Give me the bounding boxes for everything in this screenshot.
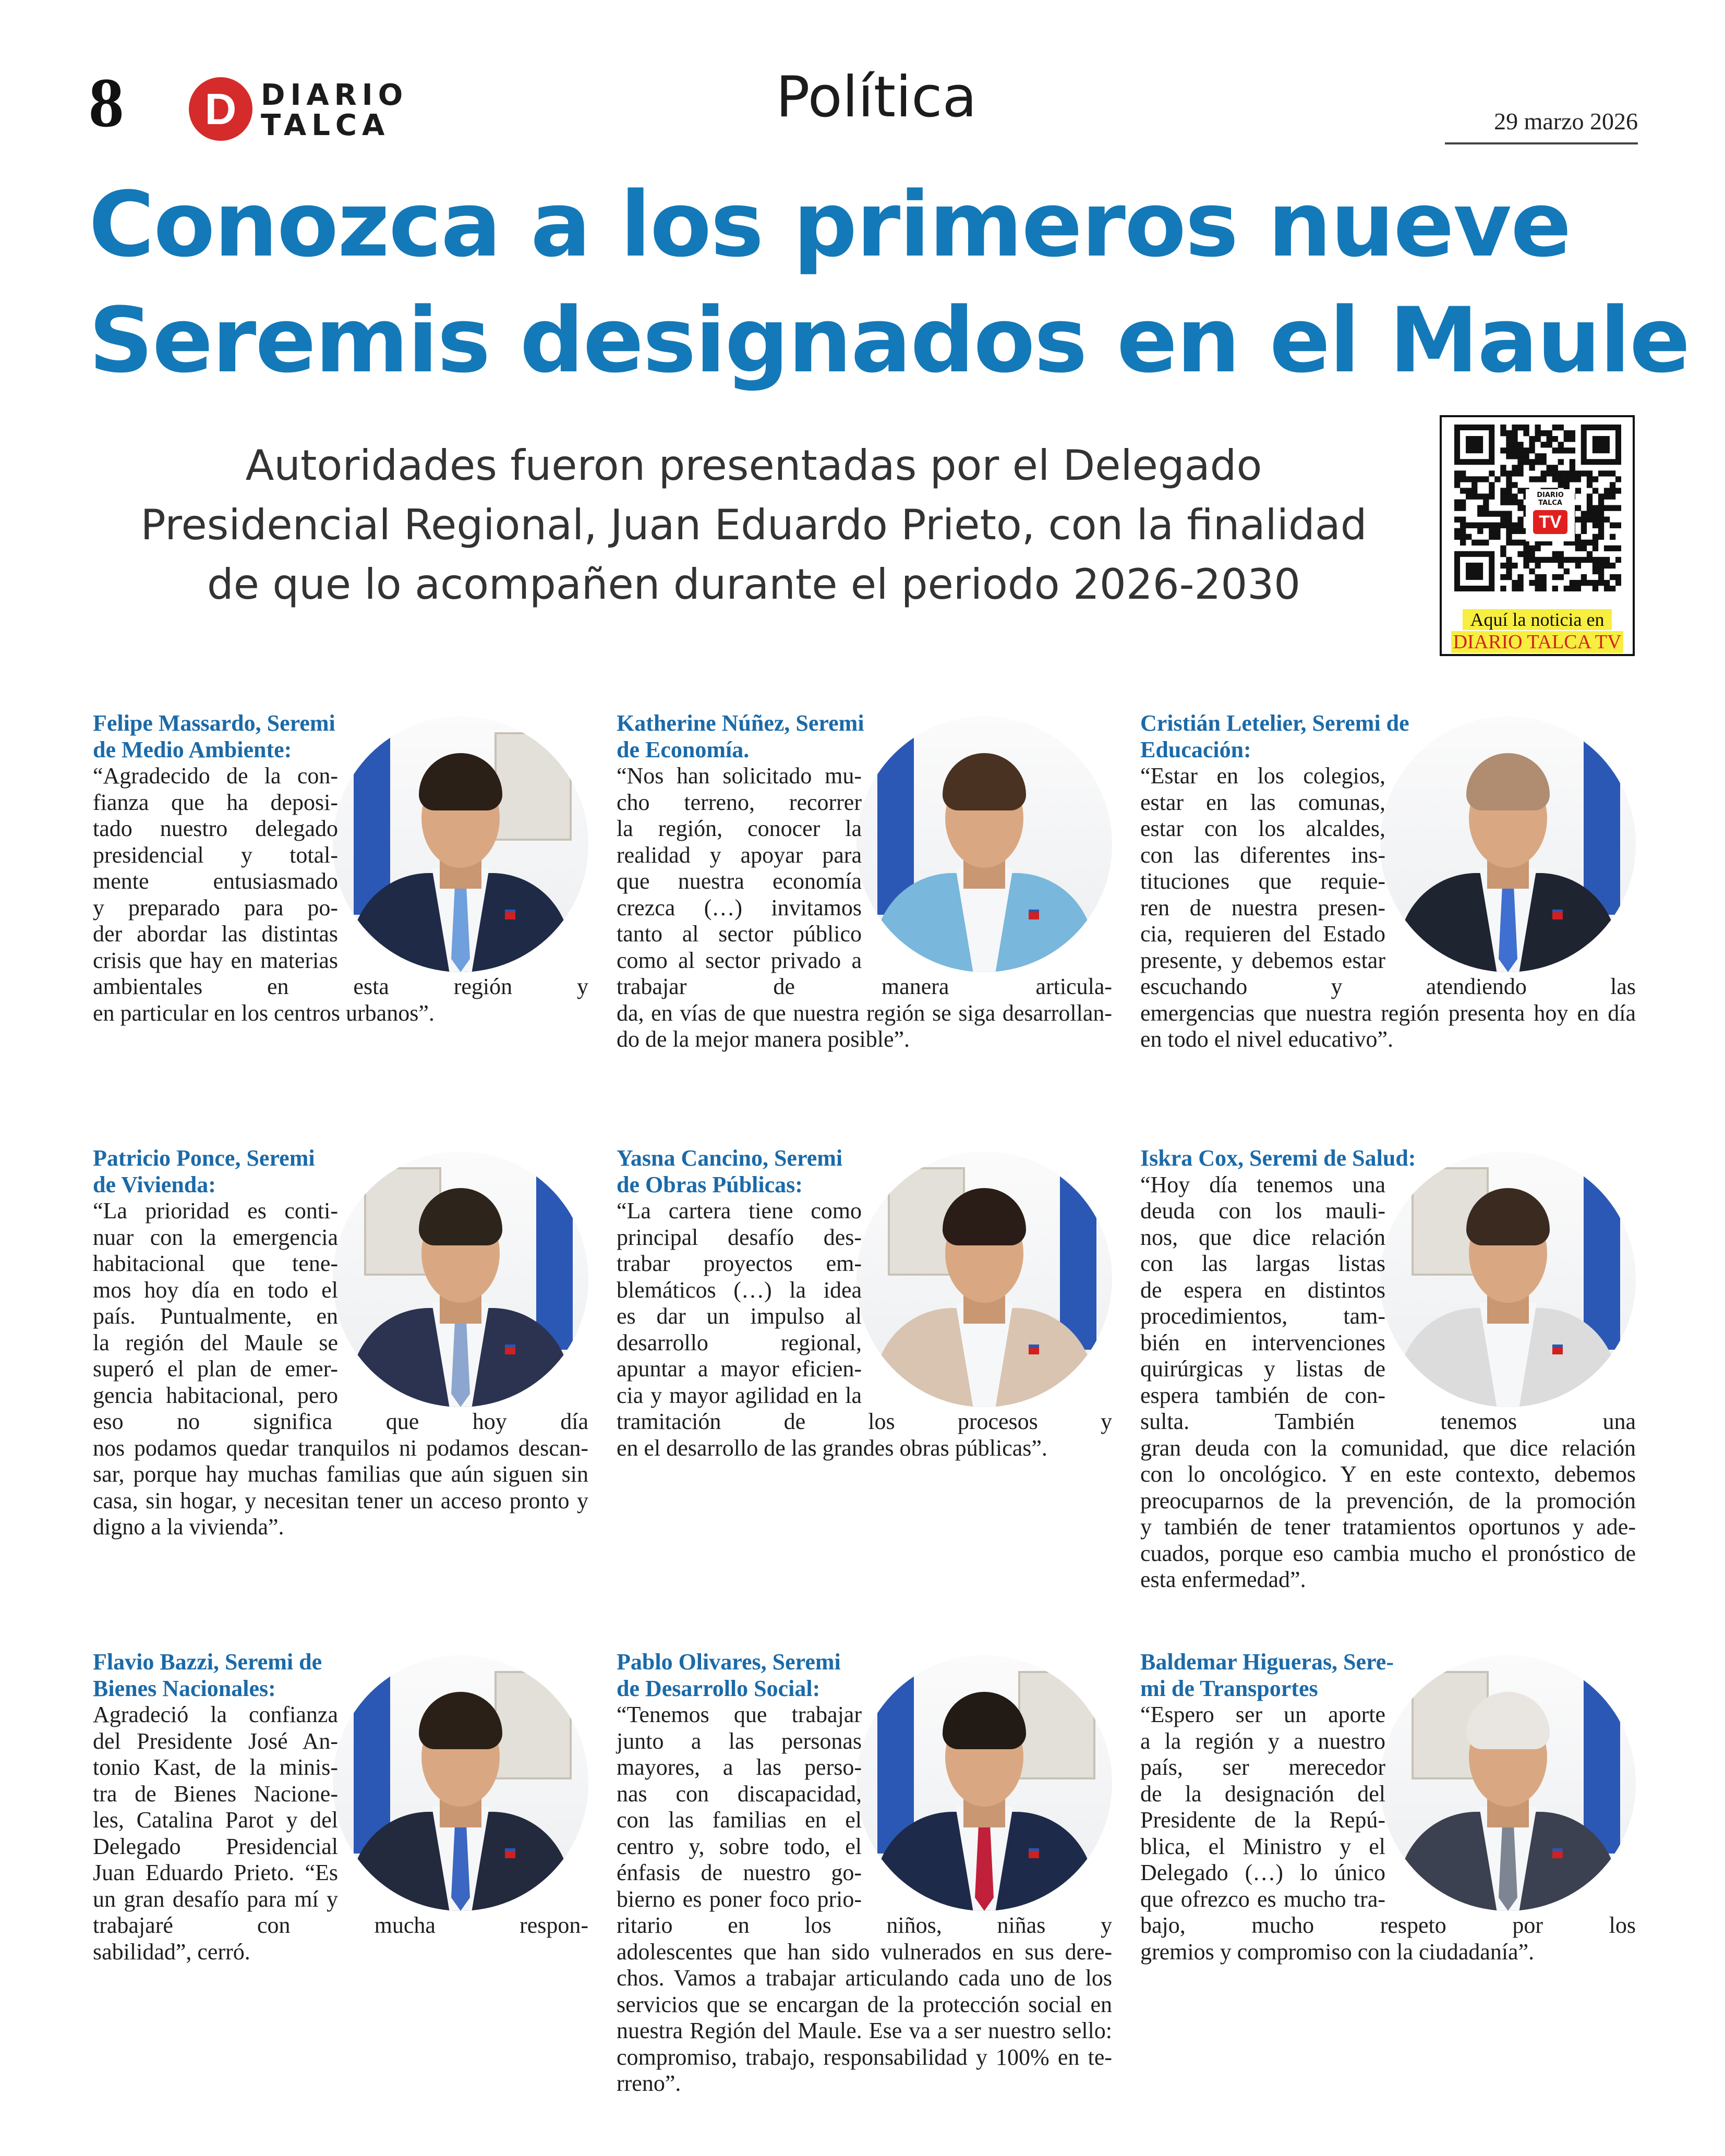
quote-line: “Hoy día tenemos una: [1140, 1171, 1385, 1197]
quote-line: emergencias que nuestra región presenta hoy en día: [1140, 1000, 1636, 1026]
seremi-text: [617, 1649, 1112, 2097]
quote-line: en todo el nivel educativo”.: [1140, 1026, 1394, 1052]
quote-line: ambientales en esta región y: [93, 974, 588, 999]
quote-line: esta enfermedad”.: [1140, 1567, 1306, 1592]
quote-line: Juan Eduardo Prieto. “Es: [93, 1860, 338, 1885]
quote-line: en particular en los centros urbanos”.: [93, 1000, 435, 1026]
seremi-name-line: Baldemar Higueras, Sere-: [1140, 1649, 1394, 1675]
quote-line: de espera en distintos: [1140, 1277, 1385, 1303]
quote-line: nos podamos quedar tranquilos ni podamos descan-: [93, 1435, 588, 1461]
headline: [89, 167, 1690, 398]
headline-line-2: Seremis designados en el Maule: [89, 288, 1690, 393]
quote-line: gremios y compromiso con la ciudadanía”.: [1140, 1939, 1535, 1965]
seremi-text: [1140, 1145, 1636, 1593]
quote-line: fianza que ha deposi-: [93, 789, 338, 815]
subheadline-line-1: Autoridades fueron presentadas por el Delegado: [245, 441, 1262, 490]
quote-line: crezca (…) invitamos: [617, 894, 862, 920]
quote-line: blica, el Ministro y el: [1140, 1833, 1385, 1859]
seremi-text: [1140, 1649, 1636, 1965]
quote-line: servicios que se encargan de la protección social en: [617, 1991, 1112, 2017]
quote-line: adolescentes que han sido vulnerados en sus dere-: [617, 1939, 1112, 1965]
quote-line: trabajar de manera articula-: [617, 974, 1112, 999]
quote-line: ritario en los niños, niñas y: [617, 1912, 1112, 1938]
quote-line: crisis que hay en materias: [93, 947, 338, 973]
quote-line: estar con los alcaldes,: [1140, 816, 1385, 841]
section-title: Política: [776, 65, 977, 130]
subheadline: [94, 436, 1414, 614]
seremi-name-line: Cristián Letelier, Seremi de: [1140, 710, 1409, 736]
seremi-text: [617, 710, 1112, 1053]
quote-line: mayores, a las perso-: [617, 1754, 862, 1780]
headline-line-1: Conozca a los primeros nueve: [89, 172, 1571, 277]
quote-line: y preparado para po-: [93, 894, 338, 920]
quote-line: “Espero ser un aporte: [1140, 1702, 1385, 1727]
seremi-text: [93, 1145, 588, 1541]
quote-line: con las largas listas: [1140, 1251, 1385, 1276]
quote-line: “Nos han solicitado mu-: [617, 763, 862, 789]
quote-line: “Agradecido de la con-: [93, 763, 338, 789]
logo-wordmark: [261, 80, 408, 141]
logo-line-1: DIARIO: [261, 78, 408, 112]
seremi-name-line: Felipe Massardo, Seremi: [93, 710, 335, 736]
logo-line-2: TALCA: [261, 108, 390, 142]
seremi-name-line: de Obras Públicas:: [617, 1171, 803, 1197]
quote-line: apuntar a mayor eficien-: [617, 1356, 862, 1382]
quote-line: cia y mayor agilidad en la: [617, 1382, 862, 1408]
quote-line: bierno es poner foco prio-: [617, 1886, 862, 1912]
quote-line: la región del Maule se: [93, 1329, 338, 1355]
qr-code-box[interactable]: [1440, 415, 1635, 656]
quote-line: casa, sin hogar, y necesitan tener un acceso pronto y: [93, 1487, 588, 1513]
seremi-text: [93, 1649, 588, 1965]
quote-line: “Estar en los colegios,: [1140, 763, 1385, 789]
seremi-text: [1140, 710, 1636, 1053]
quote-line: junto a las personas: [617, 1728, 862, 1754]
quote-line: es dar un impulso al: [617, 1303, 862, 1329]
quote-line: realidad y apoyar para: [617, 842, 862, 868]
quote-line: énfasis de nuestro go-: [617, 1860, 862, 1885]
quote-line: Presidente de la Repú-: [1140, 1807, 1385, 1833]
quote-line: desarrollo regional,: [617, 1329, 862, 1355]
quote-line: tonio Kast, de la minis-: [93, 1754, 338, 1780]
quote-line: gencia habitacional, pero: [93, 1382, 338, 1408]
quote-line: der abordar las distintas: [93, 921, 338, 947]
quote-line: rreno”.: [617, 2070, 681, 2096]
quote-line: trabajaré con mucha respon-: [93, 1912, 588, 1938]
quote-line: eso no significa que hoy día: [93, 1409, 588, 1434]
seremi-name-line: Yasna Cancino, Seremi: [617, 1145, 843, 1171]
quote-line: Delegado Presidencial: [93, 1833, 338, 1859]
quote-line: tanto al sector público: [617, 921, 862, 947]
seremi-text: [617, 1145, 1112, 1461]
quote-line: chos. Vamos a trabajar articulando cada uno de los: [617, 1965, 1112, 1991]
quote-line: escuchando y atendiendo las: [1140, 974, 1636, 999]
quote-line: bién en intervenciones: [1140, 1329, 1385, 1355]
quote-line: sar, porque hay muchas familias que aún siguen sin: [93, 1461, 588, 1487]
quote-line: mos hoy día en todo el: [93, 1277, 338, 1303]
seremi-name-line: Iskra Cox, Seremi de Salud:: [1140, 1145, 1416, 1171]
quote-line: superó el plan de emer-: [93, 1356, 338, 1382]
quote-line: les, Catalina Parot y del: [93, 1807, 338, 1833]
qr-tv-badge: [1526, 489, 1575, 541]
quote-line: tramitación de los procesos y: [617, 1409, 1112, 1434]
quote-line: sulta. También tenemos una: [1140, 1409, 1636, 1434]
quote-line: habitacional que tene-: [93, 1251, 338, 1276]
seremi-name-line: de Vivienda:: [93, 1171, 216, 1197]
quote-line: en el desarrollo de las grandes obras públicas”.: [617, 1435, 1047, 1461]
quote-line: que ofrezco es mucho tra-: [1140, 1886, 1385, 1912]
logo-mark-icon: D: [189, 77, 252, 141]
quote-line: preocuparnos de la prevención, de la promoción: [1140, 1487, 1636, 1513]
quote-line: compromiso, trabajo, responsabilidad y 100% en te-: [617, 2044, 1112, 2070]
quote-line: con lo oncológico. Y en este contexto, debemos: [1140, 1461, 1636, 1487]
quote-line: nas con discapacidad,: [617, 1780, 862, 1807]
quote-line: con las diferentes ins-: [1140, 842, 1385, 868]
quote-line: presente, y debemos estar: [1140, 947, 1385, 973]
quote-line: y también de tener tratamientos oportunos y ade-: [1140, 1514, 1636, 1540]
quote-line: “La prioridad es conti-: [93, 1198, 338, 1224]
seremi-name-line: Patricio Ponce, Seremi: [93, 1145, 315, 1171]
seremi-name-line: de Economía.: [617, 736, 750, 762]
quote-line: procedimientos, tam-: [1140, 1303, 1385, 1329]
quote-line: principal desafío des-: [617, 1224, 862, 1250]
quote-line: tituciones que requie-: [1140, 868, 1385, 894]
diario-talca-logo: [189, 77, 408, 144]
quote-line: la región, conocer la: [617, 816, 862, 841]
quote-line: espera también de con-: [1140, 1382, 1385, 1408]
quote-line: trabar proyectos em-: [617, 1251, 862, 1276]
quote-line: ren de nuestra presen-: [1140, 894, 1385, 920]
seremi-name-line: de Medio Ambiente:: [93, 736, 292, 762]
qr-caption-1: Aquí la noticia en: [1463, 609, 1612, 630]
seremi-name-line: Katherine Núñez, Seremi: [617, 710, 864, 736]
quote-line: Delegado (…) lo único: [1140, 1860, 1385, 1885]
quote-line: deuda con los mauli-: [1140, 1198, 1385, 1224]
quote-line: quirúrgicas y listas de: [1140, 1356, 1385, 1382]
quote-line: presidencial y total-: [93, 842, 338, 868]
quote-line: “La cartera tiene como: [617, 1198, 862, 1224]
quote-line: un gran desafío para mí y: [93, 1886, 338, 1912]
quote-line: país. Puntualmente, en: [93, 1303, 338, 1329]
quote-line: nuar con la emergencia: [93, 1224, 338, 1250]
quote-line: bajo, mucho respeto por los: [1140, 1912, 1636, 1938]
qr-caption-2: DIARIO TALCA TV: [1451, 631, 1623, 653]
seremi-name-line: Pablo Olivares, Seremi: [617, 1649, 841, 1675]
quote-line: país, ser merecedor: [1140, 1754, 1385, 1780]
quote-line: mente entusiasmado: [93, 868, 338, 894]
quote-line: nos, que dice relación: [1140, 1224, 1385, 1250]
quote-line: con las familias en el: [617, 1807, 862, 1833]
quote-line: del Presidente José An-: [93, 1728, 338, 1754]
quote-line: cia, requieren del Estado: [1140, 921, 1385, 947]
subheadline-line-3: de que lo acompañen durante el periodo 2026-2030: [207, 560, 1301, 609]
quote-line: Agradeció la confianza: [93, 1702, 338, 1727]
seremi-name-line: Educación:: [1140, 736, 1251, 762]
quote-line: cuados, porque eso cambia mucho el pronóstico de: [1140, 1540, 1636, 1566]
quote-line: a la región y a nuestro: [1140, 1728, 1385, 1754]
page-number: 8: [89, 64, 124, 142]
quote-line: como al sector privado a: [617, 947, 862, 973]
quote-line: do de la mejor manera posible”.: [617, 1026, 910, 1052]
quote-line: tra de Bienes Nacione-: [93, 1780, 338, 1807]
seremi-name-line: Flavio Bazzi, Seremi de: [93, 1649, 322, 1675]
seremi-name-line: Bienes Nacionales:: [93, 1675, 276, 1701]
qr-badge-text: DIARIO TALCA: [1537, 491, 1564, 507]
quote-line: nuestra Región del Maule. Ese va a ser nuestro sello:: [617, 2018, 1112, 2043]
quote-line: centro y, sobre todo, el: [617, 1833, 862, 1859]
issue-date: 29 marzo 2026: [1445, 107, 1638, 144]
quote-line: que nuestra economía: [617, 868, 862, 894]
quote-line: digno a la vivienda”.: [93, 1514, 284, 1540]
quote-line: de la designación del: [1140, 1780, 1385, 1807]
seremi-name-line: mi de Transportes: [1140, 1675, 1318, 1701]
quote-line: tado nuestro delegado: [93, 816, 338, 841]
subheadline-line-2: Presidencial Regional, Juan Eduardo Prieto, con la finalidad: [140, 501, 1367, 549]
quote-line: blemáticos (…) la idea: [617, 1277, 862, 1303]
quote-line: da, en vías de que nuestra región se siga desarrollan-: [617, 1000, 1112, 1026]
quote-line: cho terreno, recorrer: [617, 789, 862, 815]
quote-line: gran deuda con la comunidad, que dice relación: [1140, 1435, 1636, 1461]
seremi-name-line: de Desarrollo Social:: [617, 1675, 821, 1701]
seremi-text: [93, 710, 588, 1026]
quote-line: sabilidad”, cerró.: [93, 1939, 250, 1965]
quote-line: estar en las comunas,: [1140, 789, 1385, 815]
qr-badge-tv: TV: [1533, 510, 1567, 534]
quote-line: “Tenemos que trabajar: [617, 1702, 862, 1727]
